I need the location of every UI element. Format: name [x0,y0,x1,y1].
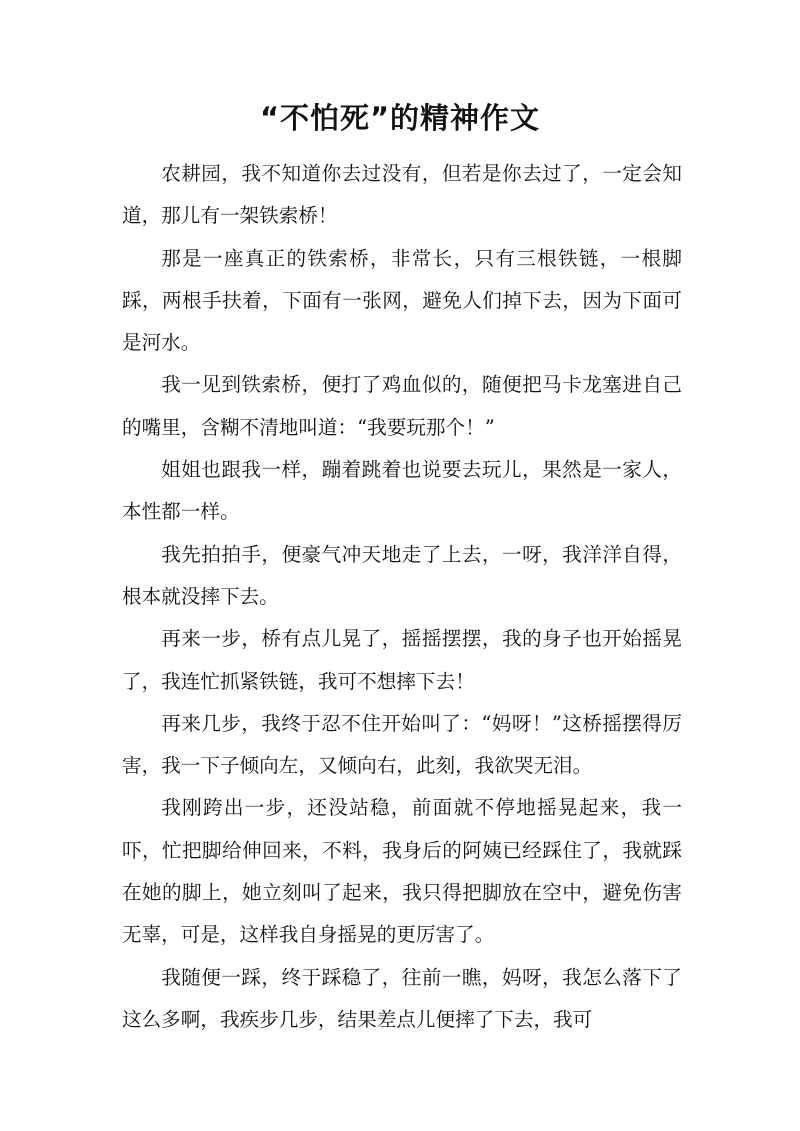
paragraph: 我随便一踩，终于踩稳了，往前一瞧，妈呀，我怎么落下了这么多啊，我疾步几步，结果差点儿便摔了下去，我可 [122,965,682,1031]
paragraph: 再来几步，我终于忍不住开始叫了：“妈呀！”这桥摇摆得厉害，我一下子倾向左，又倾向右，此刻，我欲哭无泪。 [122,711,682,778]
paragraph: 我刚跨出一步，还没站稳，前面就不停地摇晃起来，我一吓，忙把脚给伸回来，不料，我身后的阿姨已经踩住了，我就踩在她的脚上，她立刻叫了起来，我只得把脚放在空中，避免伤害无辜，可是，这样我自身摇晃的更厉害了。 [122,796,682,947]
document-body [122,153,682,1041]
paragraph: 姐姐也跟我一样，蹦着跳着也说要去玩儿，果然是一家人，本性都一样。 [122,458,682,524]
paragraph: 我先拍拍手，便豪气冲天地走了上去，一呀，我洋洋自得，根本就没摔下去。 [122,542,682,608]
paragraph: 农耕园，我不知道你去过没有，但若是你去过了，一定会知道，那儿有一架铁索桥！ [122,162,682,228]
paragraph: 那是一座真正的铁索桥，非常长，只有三根铁链，一根脚踩，两根手扶着，下面有一张网，避免人们掉下去，因为下面可是河水。 [122,246,682,355]
paragraph: 我一见到铁索桥，便打了鸡血似的，随便把马卡龙塞进自己的嘴里，含糊不清地叫道：“我要玩那个！” [122,373,682,439]
paragraph: 再来一步，桥有点儿晃了，摇摇摆摆，我的身子也开始摇晃了，我连忙抓紧铁链，我可不想摔下去！ [122,627,682,693]
document-title: “不怕死”的精神作文 [259,101,541,135]
